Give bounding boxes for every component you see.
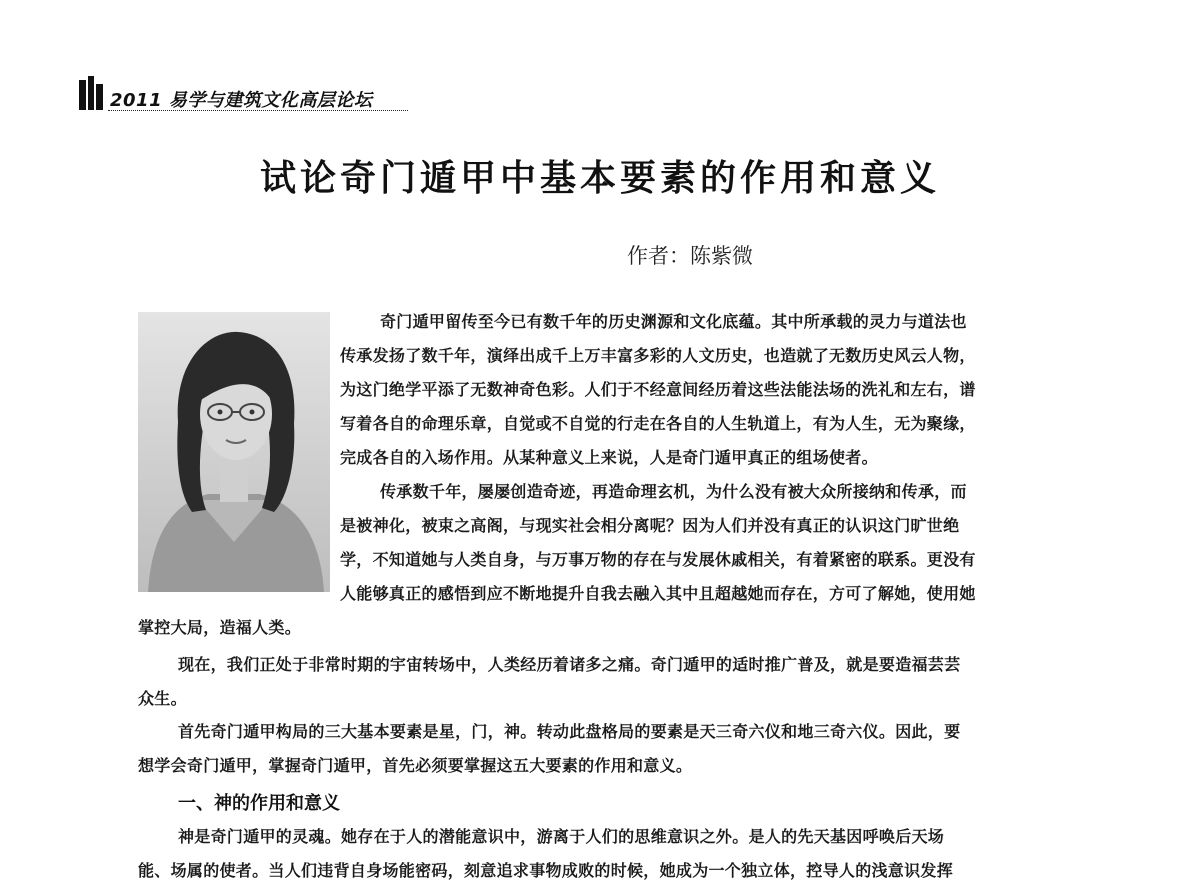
- body-text-line: 众生。: [138, 689, 187, 708]
- body-text-line: 奇门遁甲留传至今已有数千年的历史渊源和文化底蕴。其中所承载的灵力与道法也: [380, 312, 967, 331]
- author-photo: [138, 312, 330, 592]
- header-dotted-rule: [108, 110, 408, 111]
- paper-title: 试论奇门遁甲中基本要素的作用和意义: [259, 158, 940, 199]
- running-header-text: 2011 易学与建筑文化高层论坛: [110, 90, 373, 111]
- paper-author: 作者：陈紫微: [627, 244, 753, 268]
- body-text-line: 是被神化，被束之高阁，与现实社会相分离呢？因为人们并没有真正的认识这门旷世绝: [340, 516, 960, 535]
- body-text-line: 传承发扬了数千年，演绎出成千上万丰富多彩的人文历史，也造就了无数历史风云人物，: [340, 346, 976, 365]
- body-text-line: 掌控大局，造福人类。: [138, 618, 302, 637]
- body-text-line: 想学会奇门遁甲，掌握奇门遁甲，首先必须要掌握这五大要素的作用和意义。: [138, 756, 693, 775]
- body-text-line: 写着各自的命理乐章，自觉或不自觉的行走在各自的人生轨道上，有为人生，无为聚缘，: [340, 414, 976, 433]
- body-text-line: 神是奇门遁甲的灵魂。她存在于人的潜能意识中，游离于人们的思维意识之外。是人的先天基因呼唤后天场: [178, 827, 945, 846]
- body-text-line: 现在，我们正处于非常时期的宇宙转场中，人类经历着诸多之痛。奇门遁甲的适时推广普及，就是要造福芸芸: [178, 655, 961, 674]
- body-text-line: 人能够真正的感悟到应不断地提升自我去融入其中且超越她而存在，方可了解她，使用她: [340, 584, 976, 603]
- body-text-line: 首先奇门遁甲构局的三大基本要素是星，门，神。转动此盘格局的要素是天三奇六仪和地三奇六仪。因此，要: [178, 722, 961, 741]
- body-text-line: 传承数千年，屡屡创造奇迹，再造命理玄机，为什么没有被大众所接纳和传承，而: [380, 482, 967, 501]
- header-logo-icon: [78, 76, 104, 112]
- body-text-line: 完成各自的入场作用。从某种意义上来说，人是奇门遁甲真正的组场使者。: [340, 448, 878, 467]
- body-text-line: 能、场属的使者。当人们违背自身场能密码，刻意追求事物成败的时候，她成为一个独立体，控导人的浅意识发挥: [138, 861, 954, 880]
- running-header: [78, 76, 408, 114]
- body-text-line: 为这门绝学平添了无数神奇色彩。人们于不经意间经历着这些法能法场的洗礼和左右，谱: [340, 380, 976, 399]
- section-heading: 一、神的作用和意义: [178, 793, 340, 814]
- body-text-line: 学，不知道她与人类自身，与万事万物的存在与发展休戚相关，有着紧密的联系。更没有: [340, 550, 976, 569]
